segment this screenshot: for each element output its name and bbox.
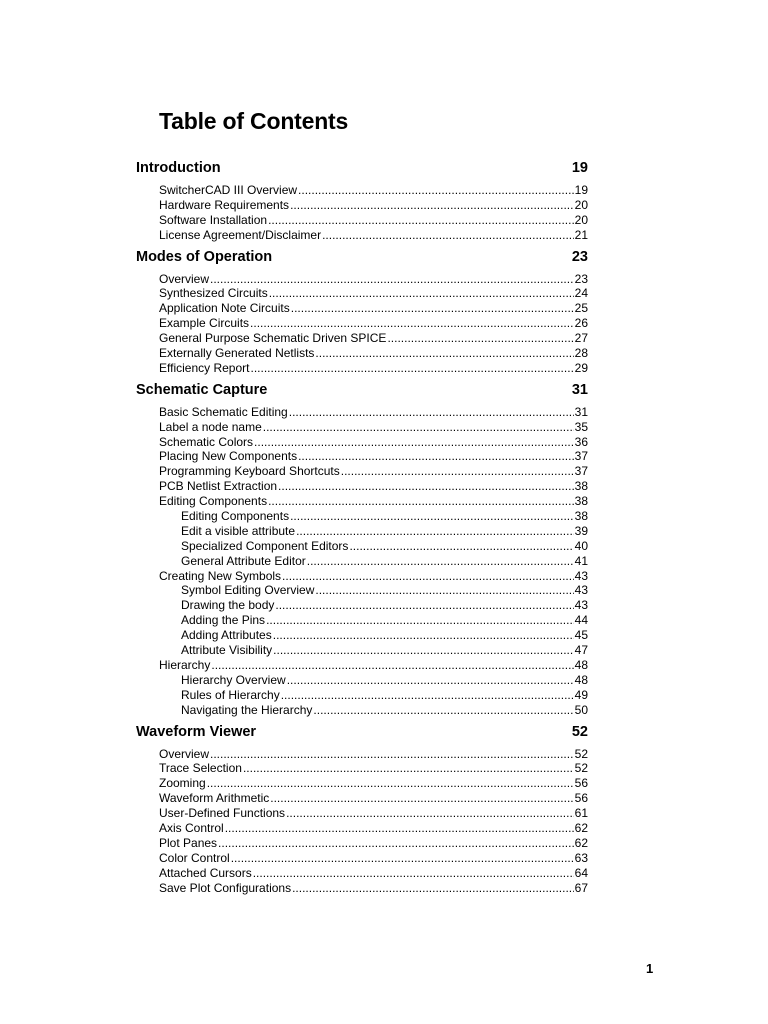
toc-entry-page-number: 31 xyxy=(574,404,588,419)
toc-entry-label: Hierarchy Overview xyxy=(181,672,286,687)
toc-entry-label: Hardware Requirements xyxy=(159,197,290,212)
toc-entry-label: Application Note Circuits xyxy=(159,301,290,316)
toc-entry[interactable] xyxy=(136,420,588,435)
toc-entry-page-number: 40 xyxy=(574,538,588,553)
toc-entry-label: Editing Components xyxy=(159,494,268,509)
toc-entry[interactable] xyxy=(136,228,588,243)
dot-leader xyxy=(291,301,574,316)
toc-entry-label: Overview xyxy=(159,746,210,761)
toc-entry[interactable] xyxy=(136,361,588,376)
section-page-number: 23 xyxy=(571,248,588,265)
toc-entry[interactable] xyxy=(136,405,588,420)
toc-entry-label: Basic Schematic Editing xyxy=(159,404,288,419)
toc-entry[interactable] xyxy=(136,213,588,228)
toc-entry[interactable] xyxy=(136,198,588,213)
dot-leader xyxy=(286,806,574,821)
toc-entry-page-number: 37 xyxy=(574,449,588,464)
dot-leader xyxy=(268,494,574,509)
toc-entry-label: Synthesized Circuits xyxy=(159,286,268,301)
section-page-number: 52 xyxy=(571,723,588,740)
toc-entry-list xyxy=(136,183,588,243)
section-heading[interactable] xyxy=(136,380,588,400)
toc-entry-page-number: 29 xyxy=(574,360,588,375)
toc-entry[interactable] xyxy=(136,346,588,361)
toc-entry-page-number: 62 xyxy=(574,835,588,850)
dot-leader xyxy=(290,198,574,213)
toc-entry-label: Software Installation xyxy=(159,212,268,227)
dot-leader xyxy=(289,405,574,420)
section-page-number: 19 xyxy=(571,160,588,176)
section-title: Schematic Capture xyxy=(136,381,268,398)
dot-leader xyxy=(292,881,574,896)
dot-leader xyxy=(225,821,574,836)
page-title: Table of Contents xyxy=(159,108,349,134)
toc-entry-label: Example Circuits xyxy=(159,316,250,331)
toc-entry-label: Externally Generated Netlists xyxy=(159,346,315,361)
section-title: Introduction xyxy=(136,160,221,176)
dot-leader xyxy=(341,464,574,479)
toc-entry-label: User-Defined Functions xyxy=(159,806,286,821)
toc-entry[interactable] xyxy=(136,821,588,836)
toc-entry-label: Waveform Arithmetic xyxy=(159,791,270,806)
toc-entry[interactable] xyxy=(136,583,588,598)
toc-entry[interactable] xyxy=(136,524,588,539)
toc-entry[interactable] xyxy=(136,509,588,524)
toc-entry-page-number: 26 xyxy=(574,316,588,331)
toc-entry-label: Hierarchy xyxy=(159,657,211,672)
page-number: 1 xyxy=(646,961,654,976)
toc-entry-label: Edit a visible attribute xyxy=(181,523,296,538)
toc-entry[interactable] xyxy=(136,316,588,331)
toc-entry-label: Plot Panes xyxy=(159,835,218,850)
table-of-contents xyxy=(136,156,588,899)
toc-entry-label: Programming Keyboard Shortcuts xyxy=(159,464,340,479)
toc-entry-label: Save Plot Configurations xyxy=(159,880,292,895)
toc-entry-label: Placing New Components xyxy=(159,449,298,464)
toc-entry-page-number: 38 xyxy=(574,509,588,524)
dot-leader xyxy=(231,851,574,866)
section-heading[interactable] xyxy=(136,247,588,267)
toc-entry[interactable] xyxy=(136,776,588,791)
toc-entry-label: SwitcherCAD III Overview xyxy=(159,183,298,197)
toc-entry[interactable] xyxy=(136,761,588,776)
toc-entry-page-number: 28 xyxy=(574,346,588,361)
toc-entry-page-number: 21 xyxy=(574,227,588,242)
toc-entry-label: Editing Components xyxy=(181,509,290,524)
dot-leader xyxy=(387,331,573,346)
toc-entry-label: Color Control xyxy=(159,850,230,865)
toc-entry-page-number: 63 xyxy=(574,850,588,865)
toc-entry-page-number: 25 xyxy=(574,301,588,316)
toc-entry-label: General Attribute Editor xyxy=(181,553,306,568)
toc-entry[interactable] xyxy=(136,613,588,628)
dot-leader xyxy=(275,598,573,613)
toc-entry-list xyxy=(136,272,588,376)
toc-entry-label: Rules of Hierarchy xyxy=(181,687,280,702)
toc-entry-page-number: 24 xyxy=(574,286,588,301)
section-page-number: 31 xyxy=(571,381,588,398)
toc-entry-page-number: 43 xyxy=(574,598,588,613)
toc-entry-label: Adding the Pins xyxy=(181,613,266,628)
dot-leader xyxy=(243,761,574,776)
toc-entry-page-number: 52 xyxy=(574,761,588,776)
dot-leader xyxy=(251,361,574,376)
dot-leader xyxy=(269,286,574,301)
dot-leader xyxy=(253,866,574,881)
toc-entry-page-number: 19 xyxy=(574,183,588,197)
toc-entry[interactable] xyxy=(136,479,588,494)
toc-entry-label: PCB Netlist Extraction xyxy=(159,479,278,494)
toc-entry[interactable] xyxy=(136,539,588,554)
dot-leader xyxy=(287,673,574,688)
toc-entry-page-number: 20 xyxy=(574,212,588,227)
toc-entry-page-number: 23 xyxy=(574,271,588,286)
toc-entry-label: Drawing the body xyxy=(181,598,275,613)
toc-entry-page-number: 38 xyxy=(574,479,588,494)
dot-leader xyxy=(296,524,574,539)
toc-entry-page-number: 62 xyxy=(574,820,588,835)
toc-entry-page-number: 44 xyxy=(574,613,588,628)
toc-entry[interactable] xyxy=(136,791,588,806)
toc-entry-label: Symbol Editing Overview xyxy=(181,583,315,598)
toc-entry-page-number: 49 xyxy=(574,687,588,702)
toc-entry-page-number: 67 xyxy=(574,880,588,895)
toc-entry-page-number: 27 xyxy=(574,331,588,346)
toc-section xyxy=(136,722,588,896)
toc-entry-label: Trace Selection xyxy=(159,761,242,776)
toc-entry-page-number: 36 xyxy=(574,434,588,449)
toc-entry-page-number: 43 xyxy=(574,583,588,598)
toc-entry-list xyxy=(136,747,588,896)
toc-entry[interactable] xyxy=(136,449,588,464)
toc-entry[interactable] xyxy=(136,688,588,703)
dot-leader xyxy=(315,346,573,361)
dot-leader xyxy=(278,479,574,494)
dot-leader xyxy=(218,836,574,851)
dot-leader xyxy=(266,613,574,628)
toc-entry-page-number: 48 xyxy=(574,672,588,687)
dot-leader xyxy=(315,583,573,598)
toc-entry-label: Label a node name xyxy=(159,419,262,434)
toc-entry-page-number: 47 xyxy=(574,643,588,658)
dot-leader xyxy=(268,213,574,228)
toc-entry[interactable] xyxy=(136,286,588,301)
toc-entry[interactable] xyxy=(136,703,588,718)
toc-entry[interactable] xyxy=(136,866,588,881)
toc-entry-label: Navigating the Hierarchy xyxy=(181,702,313,717)
toc-entry[interactable] xyxy=(136,494,588,509)
toc-entry-label: Zooming xyxy=(159,776,206,791)
toc-entry-page-number: 56 xyxy=(574,776,588,791)
toc-entry-label: General Purpose Schematic Driven SPICE xyxy=(159,331,387,346)
dot-leader xyxy=(270,791,573,806)
toc-entry-label: Adding Attributes xyxy=(181,628,272,643)
toc-entry-label: Axis Control xyxy=(159,820,224,835)
toc-entry-page-number: 50 xyxy=(574,702,588,717)
dot-leader xyxy=(349,539,573,554)
dot-leader xyxy=(254,435,574,450)
toc-entry-label: Attached Cursors xyxy=(159,865,252,880)
toc-entry-label: Efficiency Report xyxy=(159,360,250,375)
dot-leader xyxy=(273,643,573,658)
toc-entry[interactable] xyxy=(136,628,588,643)
dot-leader xyxy=(298,183,574,198)
toc-entry[interactable] xyxy=(136,331,588,346)
toc-entry-page-number: 38 xyxy=(574,494,588,509)
dot-leader xyxy=(313,703,573,718)
toc-entry-page-number: 56 xyxy=(574,791,588,806)
toc-entry[interactable] xyxy=(136,554,588,569)
toc-entry-page-number: 20 xyxy=(574,197,588,212)
dot-leader xyxy=(263,420,574,435)
section-heading[interactable] xyxy=(136,722,588,742)
toc-entry-label: Creating New Symbols xyxy=(159,568,282,583)
dot-leader xyxy=(282,569,574,584)
toc-entry[interactable] xyxy=(136,643,588,658)
toc-entry[interactable] xyxy=(136,183,588,198)
toc-entry-page-number: 41 xyxy=(574,553,588,568)
dot-leader xyxy=(210,747,574,762)
dot-leader xyxy=(211,658,573,673)
toc-entry[interactable] xyxy=(136,301,588,316)
toc-entry[interactable] xyxy=(136,569,588,584)
toc-entry[interactable] xyxy=(136,881,588,896)
toc-entry[interactable] xyxy=(136,806,588,821)
toc-entry-label: Attribute Visibility xyxy=(181,643,273,658)
section-title: Modes of Operation xyxy=(136,248,273,265)
toc-section xyxy=(136,247,588,376)
dot-leader xyxy=(273,628,574,643)
dot-leader xyxy=(250,316,574,331)
toc-entry[interactable] xyxy=(136,851,588,866)
dot-leader xyxy=(290,509,574,524)
section-heading[interactable] xyxy=(136,158,588,178)
toc-entry-label: Overview xyxy=(159,271,210,286)
dot-leader xyxy=(281,688,574,703)
toc-entry-page-number: 43 xyxy=(574,568,588,583)
toc-entry-list xyxy=(136,405,588,718)
toc-entry-label: License Agreement/Disclaimer xyxy=(159,227,322,242)
toc-entry[interactable] xyxy=(136,598,588,613)
toc-entry-page-number: 61 xyxy=(574,806,588,821)
toc-entry-page-number: 64 xyxy=(574,865,588,880)
toc-entry[interactable] xyxy=(136,435,588,450)
dot-leader xyxy=(322,228,574,243)
toc-entry-label: Schematic Colors xyxy=(159,434,254,449)
dot-leader xyxy=(298,449,574,464)
toc-entry[interactable] xyxy=(136,673,588,688)
toc-entry-label: Specialized Component Editors xyxy=(181,538,349,553)
dot-leader xyxy=(210,272,574,287)
toc-entry-page-number: 39 xyxy=(574,523,588,538)
toc-entry[interactable] xyxy=(136,747,588,762)
toc-entry-page-number: 52 xyxy=(574,746,588,761)
toc-entry[interactable] xyxy=(136,658,588,673)
toc-entry-page-number: 37 xyxy=(574,464,588,479)
section-title: Waveform Viewer xyxy=(136,723,257,740)
dot-leader xyxy=(207,776,574,791)
toc-entry-page-number: 35 xyxy=(574,419,588,434)
dot-leader xyxy=(307,554,574,569)
toc-entry[interactable] xyxy=(136,464,588,479)
toc-entry-page-number: 48 xyxy=(574,657,588,672)
toc-section xyxy=(136,158,588,243)
toc-section xyxy=(136,380,588,718)
toc-entry-page-number: 45 xyxy=(574,628,588,643)
toc-entry[interactable] xyxy=(136,272,588,287)
toc-entry[interactable] xyxy=(136,836,588,851)
